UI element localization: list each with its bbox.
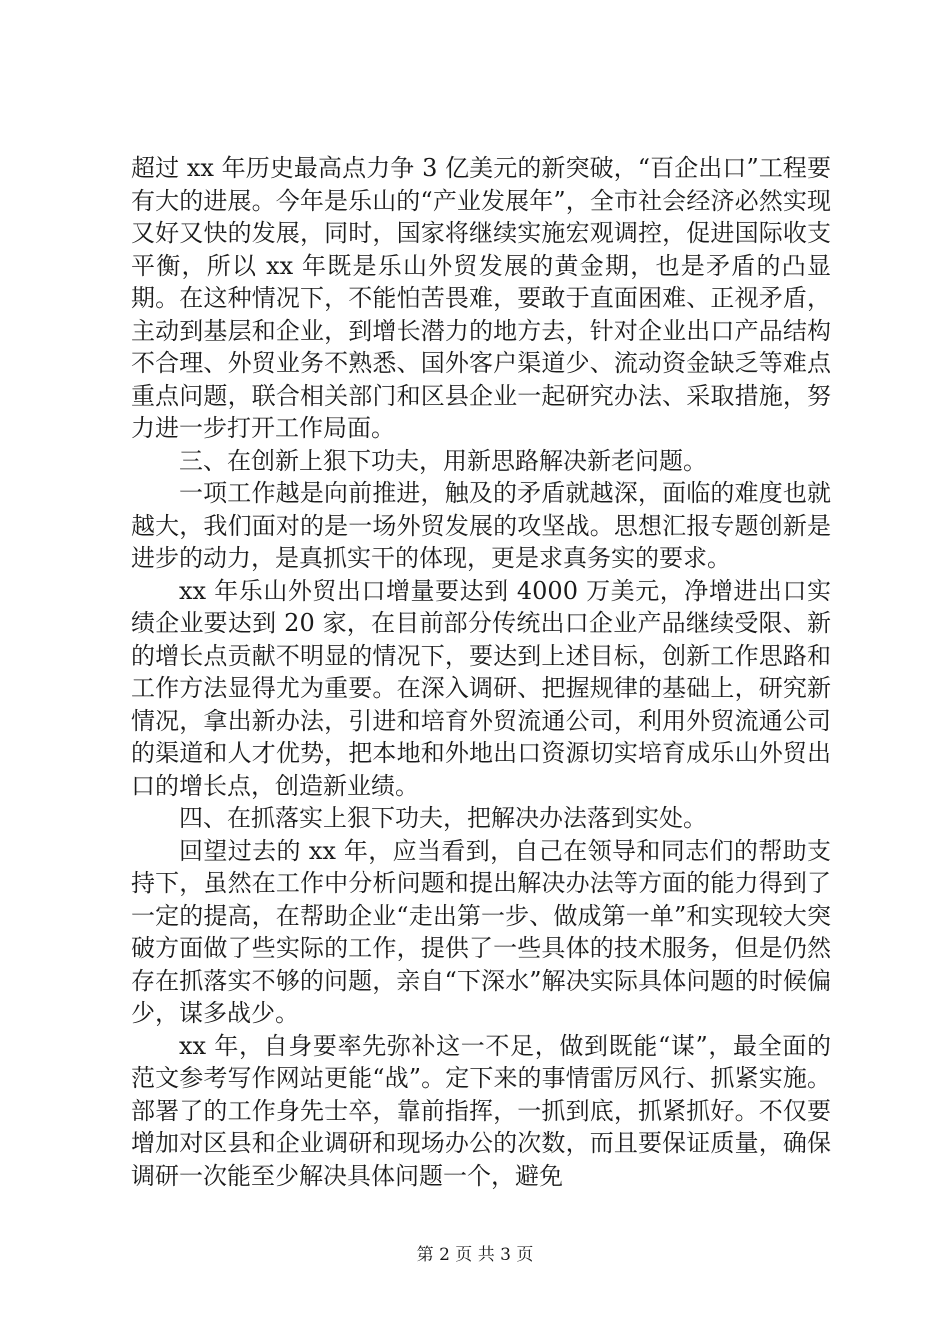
section-heading-3: 三、在创新上狠下功夫，用新思路解决新老问题。 <box>179 446 707 475</box>
paragraph-6: 回望过去的 xx 年，应当看到，自己在领导和同志们的帮助支持下，虽然在工作中分析问题和提出解决办法等方面的能力得到了一定的提高，在帮助企业“走出第一步、做成第一单”和实现较大突破方面做了些实际的工作，提供了一些具体的技术服务，但是仍然存在抓落实不够的问题，亲自“下深水”解决实际具体问题的时候偏少，谋多战少。 <box>131 836 831 1027</box>
document-body <box>131 152 831 1192</box>
paragraph-1: 超过 xx 年历史最高点力争 3 亿美元的新突破，“百企出口”工程要有大的进展。今年是乐山的“产业发展年”，全市社会经济必然实现又好又快的发展，同时，国家将继续实施宏观调控，促进国际收支平衡，所以 xx 年既是乐山外贸发展的黄金期，也是矛盾的凸显期。在这种情况下，不能怕苦畏难，要敢于直面困难、正视矛盾，主动到基层和企业，到增长潜力的地方去，针对企业出口产品结构不合理、外贸业务不熟悉、国外客户渠道少、流动资金缺乏等难点重点问题，联合相关部门和区县企业一起研究办法、采取措施，努力进一步打开工作局面。 <box>131 154 831 442</box>
paragraph-3: 一项工作越是向前推进，触及的矛盾就越深，面临的难度也就越大，我们面对的是一场外贸发展的攻坚战。思想汇报专题创新是进步的动力，是真抓实干的体现，更是求真务实的要求。 <box>131 479 831 572</box>
page-footer: 第 2 页 共 3 页 <box>416 1245 534 1265</box>
section-heading-4: 四、在抓落实上狠下功夫，把解决办法落到实处。 <box>179 804 707 832</box>
paragraph-4: xx 年乐山外贸出口增量要达到 4000 万美元，净增进出口实绩企业要达到 20 家，在目前部分传统出口企业产品继续受限、新的增长点贡献不明显的情况下，要达到上述目标，创新工作思路和工作方法显得尤为重要。在深入调研、把握规律的基础上，研究新情况，拿出新办法，引进和培育外贸流通公司，利用外贸流通公司的渠道和人才优势，把本地和外地出口资源切实培育成乐山外贸出口的增长点，创造新业绩。 <box>131 576 831 800</box>
paragraph-7: xx 年，自身要率先弥补这一不足，做到既能“谋”，最全面的范文参考写作网站更能“战”。定下来的事情雷厉风行、抓紧实施。部署了的工作身先士卒，靠前指挥，一抓到底，抓紧抓好。不仅要增加对区县和企业调研和现场办公的次数，而且要保证质量，确保调研一次能至少解决具体问题一个，避免 <box>131 1031 831 1190</box>
